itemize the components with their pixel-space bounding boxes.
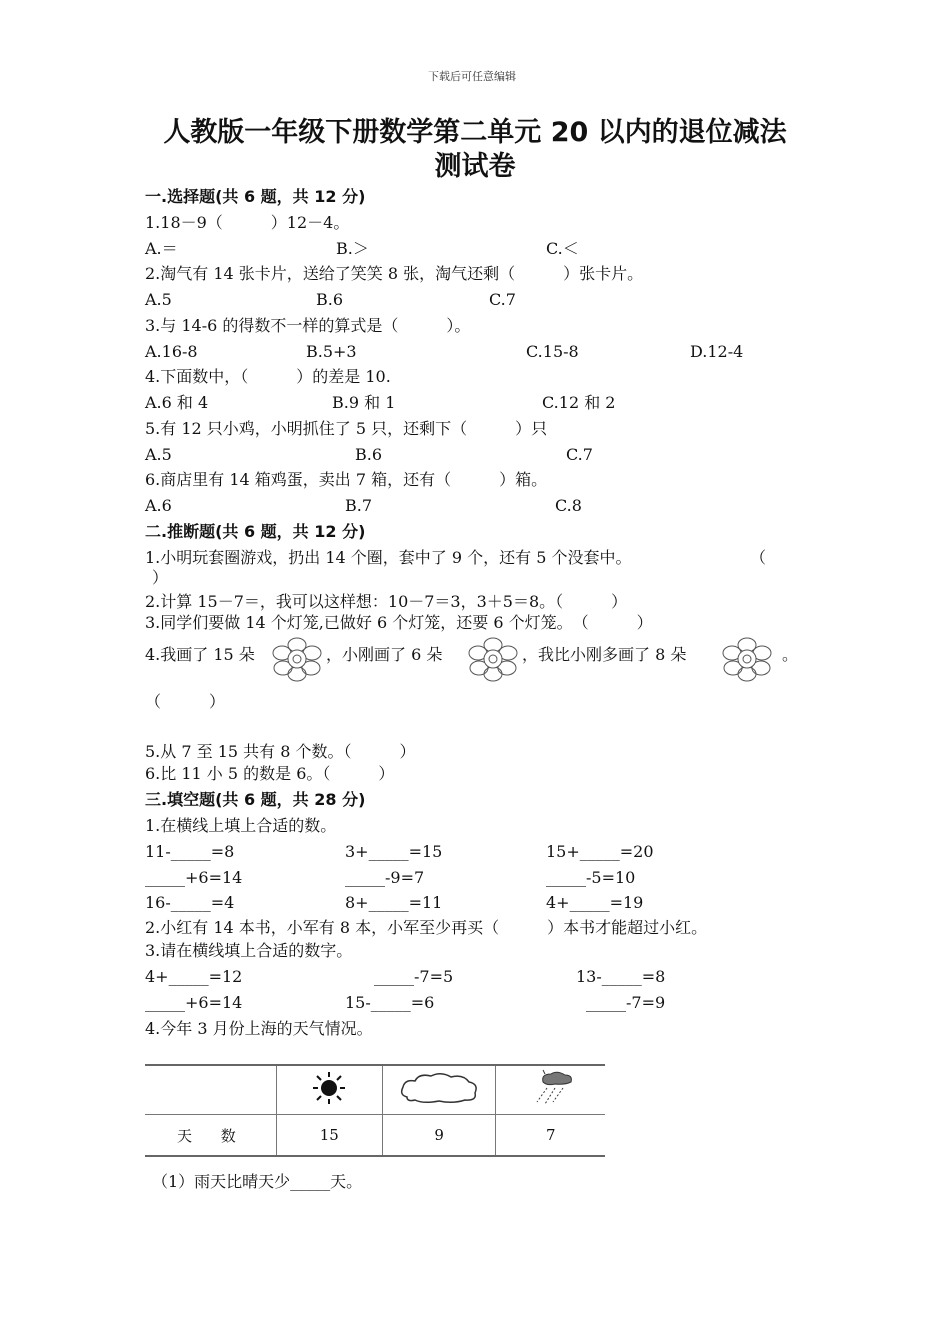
s3-q4-sub1: （1）雨天比晴天少_____天。	[152, 1172, 363, 1191]
s3-q2-text: 2.小红有 14 本书，小军有 8 本，小军至少再买（ ）本书才能超过小红。	[145, 918, 708, 937]
s1-q5-option-a: A.5	[145, 445, 172, 464]
s2-q1-paren-open: （	[750, 548, 767, 567]
s2-q4-part3: ，我比小刚多画了 8 朵	[522, 645, 687, 664]
table-value-sunny: 15	[276, 1115, 382, 1157]
s3-q1-r3-c2: 8+_____=11	[345, 893, 443, 912]
s1-q4-stem: 4.下面数中，（ ）的差是 10.	[145, 367, 391, 386]
sun-icon	[309, 1070, 349, 1106]
s1-q3-option-d: D.12-4	[690, 342, 744, 361]
s1-q2-option-c: C.7	[489, 290, 516, 309]
s1-q2-option-a: A.5	[145, 290, 172, 309]
table-row-label: 天 数	[145, 1115, 276, 1157]
table-value-rainy: 7	[496, 1115, 605, 1157]
s3-q3-r1-c1: 4+_____=12	[145, 967, 243, 986]
s3-q1-r1-c1: 11-_____=8	[145, 842, 235, 861]
s1-q5-stem: 5.有 12 只小鸡，小明抓住了 5 只，还剩下（ ）只	[145, 419, 548, 438]
s3-q3-r1-c3: 13-_____=8	[576, 967, 666, 986]
s1-q5-option-b: B.6	[355, 445, 383, 464]
s3-q1-text: 1.在横线上填上合适的数。	[145, 816, 337, 835]
s1-q1-option-c: C.＜	[546, 239, 579, 258]
s2-q4-paren: （ ）	[145, 692, 226, 711]
s3-q3-text: 3.请在横线填上合适的数字。	[145, 941, 353, 960]
s3-q3-r2-c3: _____-7=9	[586, 993, 666, 1012]
s3-q1-r1-c2: 3+_____=15	[345, 842, 443, 861]
flower-icon	[270, 636, 324, 682]
s2-q1-paren-close: ）	[152, 568, 169, 587]
s3-q3-r2-c2: 15-_____=6	[345, 993, 435, 1012]
s2-q4-part4: 。	[782, 645, 799, 664]
s1-q1-option-a: A.＝	[145, 239, 178, 258]
s1-q5-option-c: C.7	[566, 445, 593, 464]
s3-q3-r1-c2: _____-7=5	[374, 967, 454, 986]
s1-q1-stem: 1.18－9（ ）12－4。	[145, 213, 350, 232]
s1-q4-option-a: A.6 和 4	[145, 393, 209, 412]
rain-icon	[521, 1068, 581, 1108]
s3-q1-r3-c3: 4+_____=19	[546, 893, 644, 912]
s3-q3-r2-c1: _____+6=14	[145, 993, 243, 1012]
section1-heading: 一.选择题(共 6 题，共 12 分)	[145, 187, 366, 206]
table-value-cloudy: 9	[382, 1115, 496, 1157]
s2-q4-part2: ，小刚画了 6 朵	[326, 645, 443, 664]
s1-q6-stem: 6.商店里有 14 箱鸡蛋，卖出 7 箱，还有（ ）箱。	[145, 470, 548, 489]
section2-heading: 二.推断题(共 6 题，共 12 分)	[145, 522, 366, 541]
cloud-icon	[397, 1071, 481, 1105]
s2-q5-text: 5.从 7 至 15 共有 8 个数。（ ）	[145, 742, 416, 761]
s3-q1-r2-c1: _____+6=14	[145, 868, 243, 887]
s3-q4-text: 4.今年 3 月份上海的天气情况。	[145, 1019, 373, 1038]
s1-q3-stem: 3.与 14-6 的得数不一样的算式是（ ）。	[145, 316, 471, 335]
s1-q6-option-b: B.7	[345, 496, 373, 515]
s1-q2-option-b: B.6	[316, 290, 344, 309]
section3-heading: 三.填空题(共 6 题，共 28 分)	[145, 790, 366, 809]
s1-q4-option-b: B.9 和 1	[332, 393, 396, 412]
s3-q1-r2-c2: _____-9=7	[345, 868, 425, 887]
s3-q1-r2-c3: _____-5=10	[546, 868, 636, 887]
s1-q6-option-c: C.8	[555, 496, 582, 515]
s2-q6-text: 6.比 11 小 5 的数是 6。（ ）	[145, 764, 395, 783]
s1-q1-option-b: B.＞	[336, 239, 369, 258]
page-title-line1: 人教版一年级下册数学第二单元 20 以内的退位减法	[163, 117, 787, 148]
s2-q1-text: 1.小明玩套圈游戏，扔出 14 个圈，套中了 9 个，还有 5 个没套中。	[145, 548, 632, 567]
s3-q1-r3-c1: 16-_____=4	[145, 893, 235, 912]
s1-q4-option-c: C.12 和 2	[542, 393, 616, 412]
s1-q3-option-a: A.16-8	[145, 342, 198, 361]
flower-icon	[466, 636, 520, 682]
flower-icon	[720, 636, 774, 682]
s1-q3-option-b: B.5+3	[306, 342, 357, 361]
s1-q3-option-c: C.15-8	[526, 342, 579, 361]
s1-q2-stem: 2.淘气有 14 张卡片，送给了笑笑 8 张，淘气还剩（ ）张卡片。	[145, 264, 644, 283]
header-note: 下载后可任意编辑	[428, 70, 516, 83]
s2-q3-text: 3.同学们要做 14 个灯笼,已做好 6 个灯笼，还要 6 个灯笼。 （ ）	[145, 613, 653, 632]
s2-q2-text: 2.计算 15－7＝，我可以这样想：10－7＝3，3＋5＝8。（ ）	[145, 592, 628, 611]
s2-q4-part1: 4.我画了 15 朵	[145, 645, 255, 664]
s1-q6-option-a: A.6	[145, 496, 172, 515]
weather-table	[145, 1064, 605, 1157]
s3-q1-r1-c3: 15+_____=20	[546, 842, 654, 861]
page-title-line2: 测试卷	[434, 151, 516, 182]
